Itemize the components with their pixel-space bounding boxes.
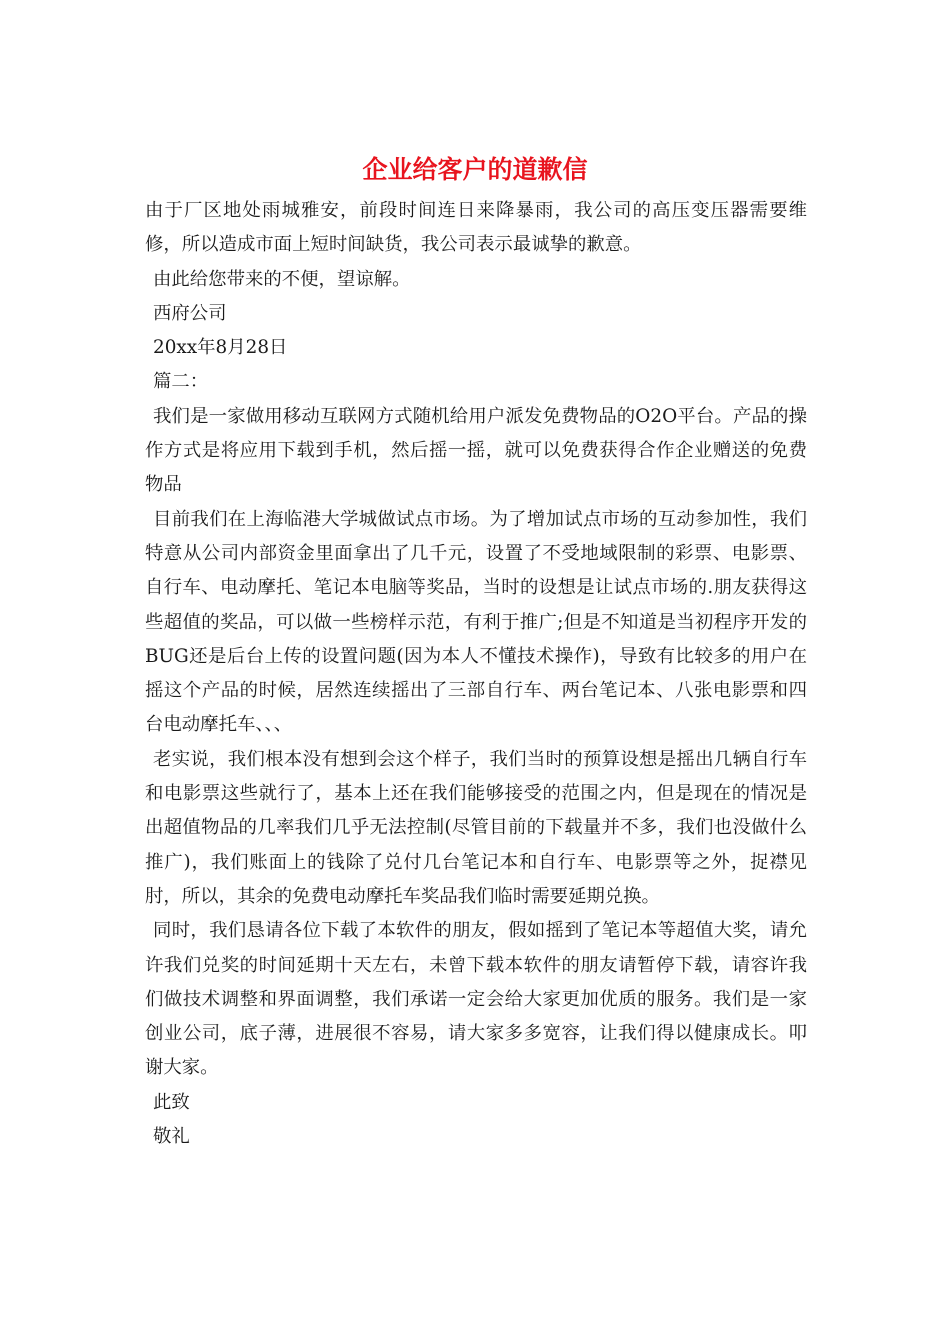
signature-company: 西府公司 (153, 302, 227, 324)
paragraph-company-intro: 我们是一家做用移动互联网方式随机给用户派发免费物品的O2O平台。产品的操作方式是将应用下载到手机，然后摇一摇，就可以免费获得合作企业赠送的免费物品 (145, 405, 807, 496)
document-title: 企业给客户的道歉信 (362, 155, 588, 184)
section-heading: 篇二： (153, 371, 209, 393)
closing-salutation: 此致 (153, 1091, 190, 1113)
paragraph-pilot-market: 目前我们在上海临港大学城做试点市场。为了增加试点市场的互动参加性，我们特意从公司内部资金里面拿出了几千元，设置了不受地域限制的彩票、电影票、自行车、电动摩托、笔记本电脑等奖品，当时的设想是让试点市场的.朋友获得这些超值的奖品，可以做一些榜样示范，有利于推广;但是不知道是当初程序开发的BUG还是后台上传的设置问题(因为本人不懂技术操作)，导致有比较多的用户在摇这个产品的时候，居然连续摇出了三部自行车、两台笔记本、八张电影票和四台电动摩托车、、、 (145, 508, 807, 736)
paragraph-intro: 由于厂区地处雨城雅安，前段时间连日来降暴雨，我公司的高压变压器需要维修，所以造成市面上短时间缺货，我公司表示最诚挚的歉意。 (145, 200, 807, 256)
paragraph-request: 同时，我们恳请各位下载了本软件的朋友，假如摇到了笔记本等超值大奖，请允许我们兑奖的时间延期十天左右，未曾下载本软件的朋友请暂停下载，请容许我们做技术调整和界面调整，我们承诺一定会给大家更加优质的服务。我们是一家创业公司，底子薄，进展很不容易，请大家多多宽容，让我们得以健康成长。叩谢大家。 (145, 920, 807, 1079)
signature-date: 20xx年8月28日 (153, 337, 288, 359)
closing-regards: 敬礼 (153, 1126, 190, 1148)
document-body (145, 194, 807, 1154)
paragraph-apology: 由此给您带来的不便，望谅解。 (153, 268, 411, 290)
paragraph-explanation: 老实说，我们根本没有想到会这个样子，我们当时的预算设想是摇出几辆自行车和电影票这些就行了，基本上还在我们能够接受的范围之内，但是现在的情况是出超值物品的几率我们几乎无法控制(尽管目前的下载量并不多，我们也没做什么推广)，我们账面上的钱除了兑付几台笔记本和自行车、电影票等之外，捉襟见肘，所以，其余的免费电动摩托车奖品我们临时需要延期兑换。 (145, 748, 807, 907)
